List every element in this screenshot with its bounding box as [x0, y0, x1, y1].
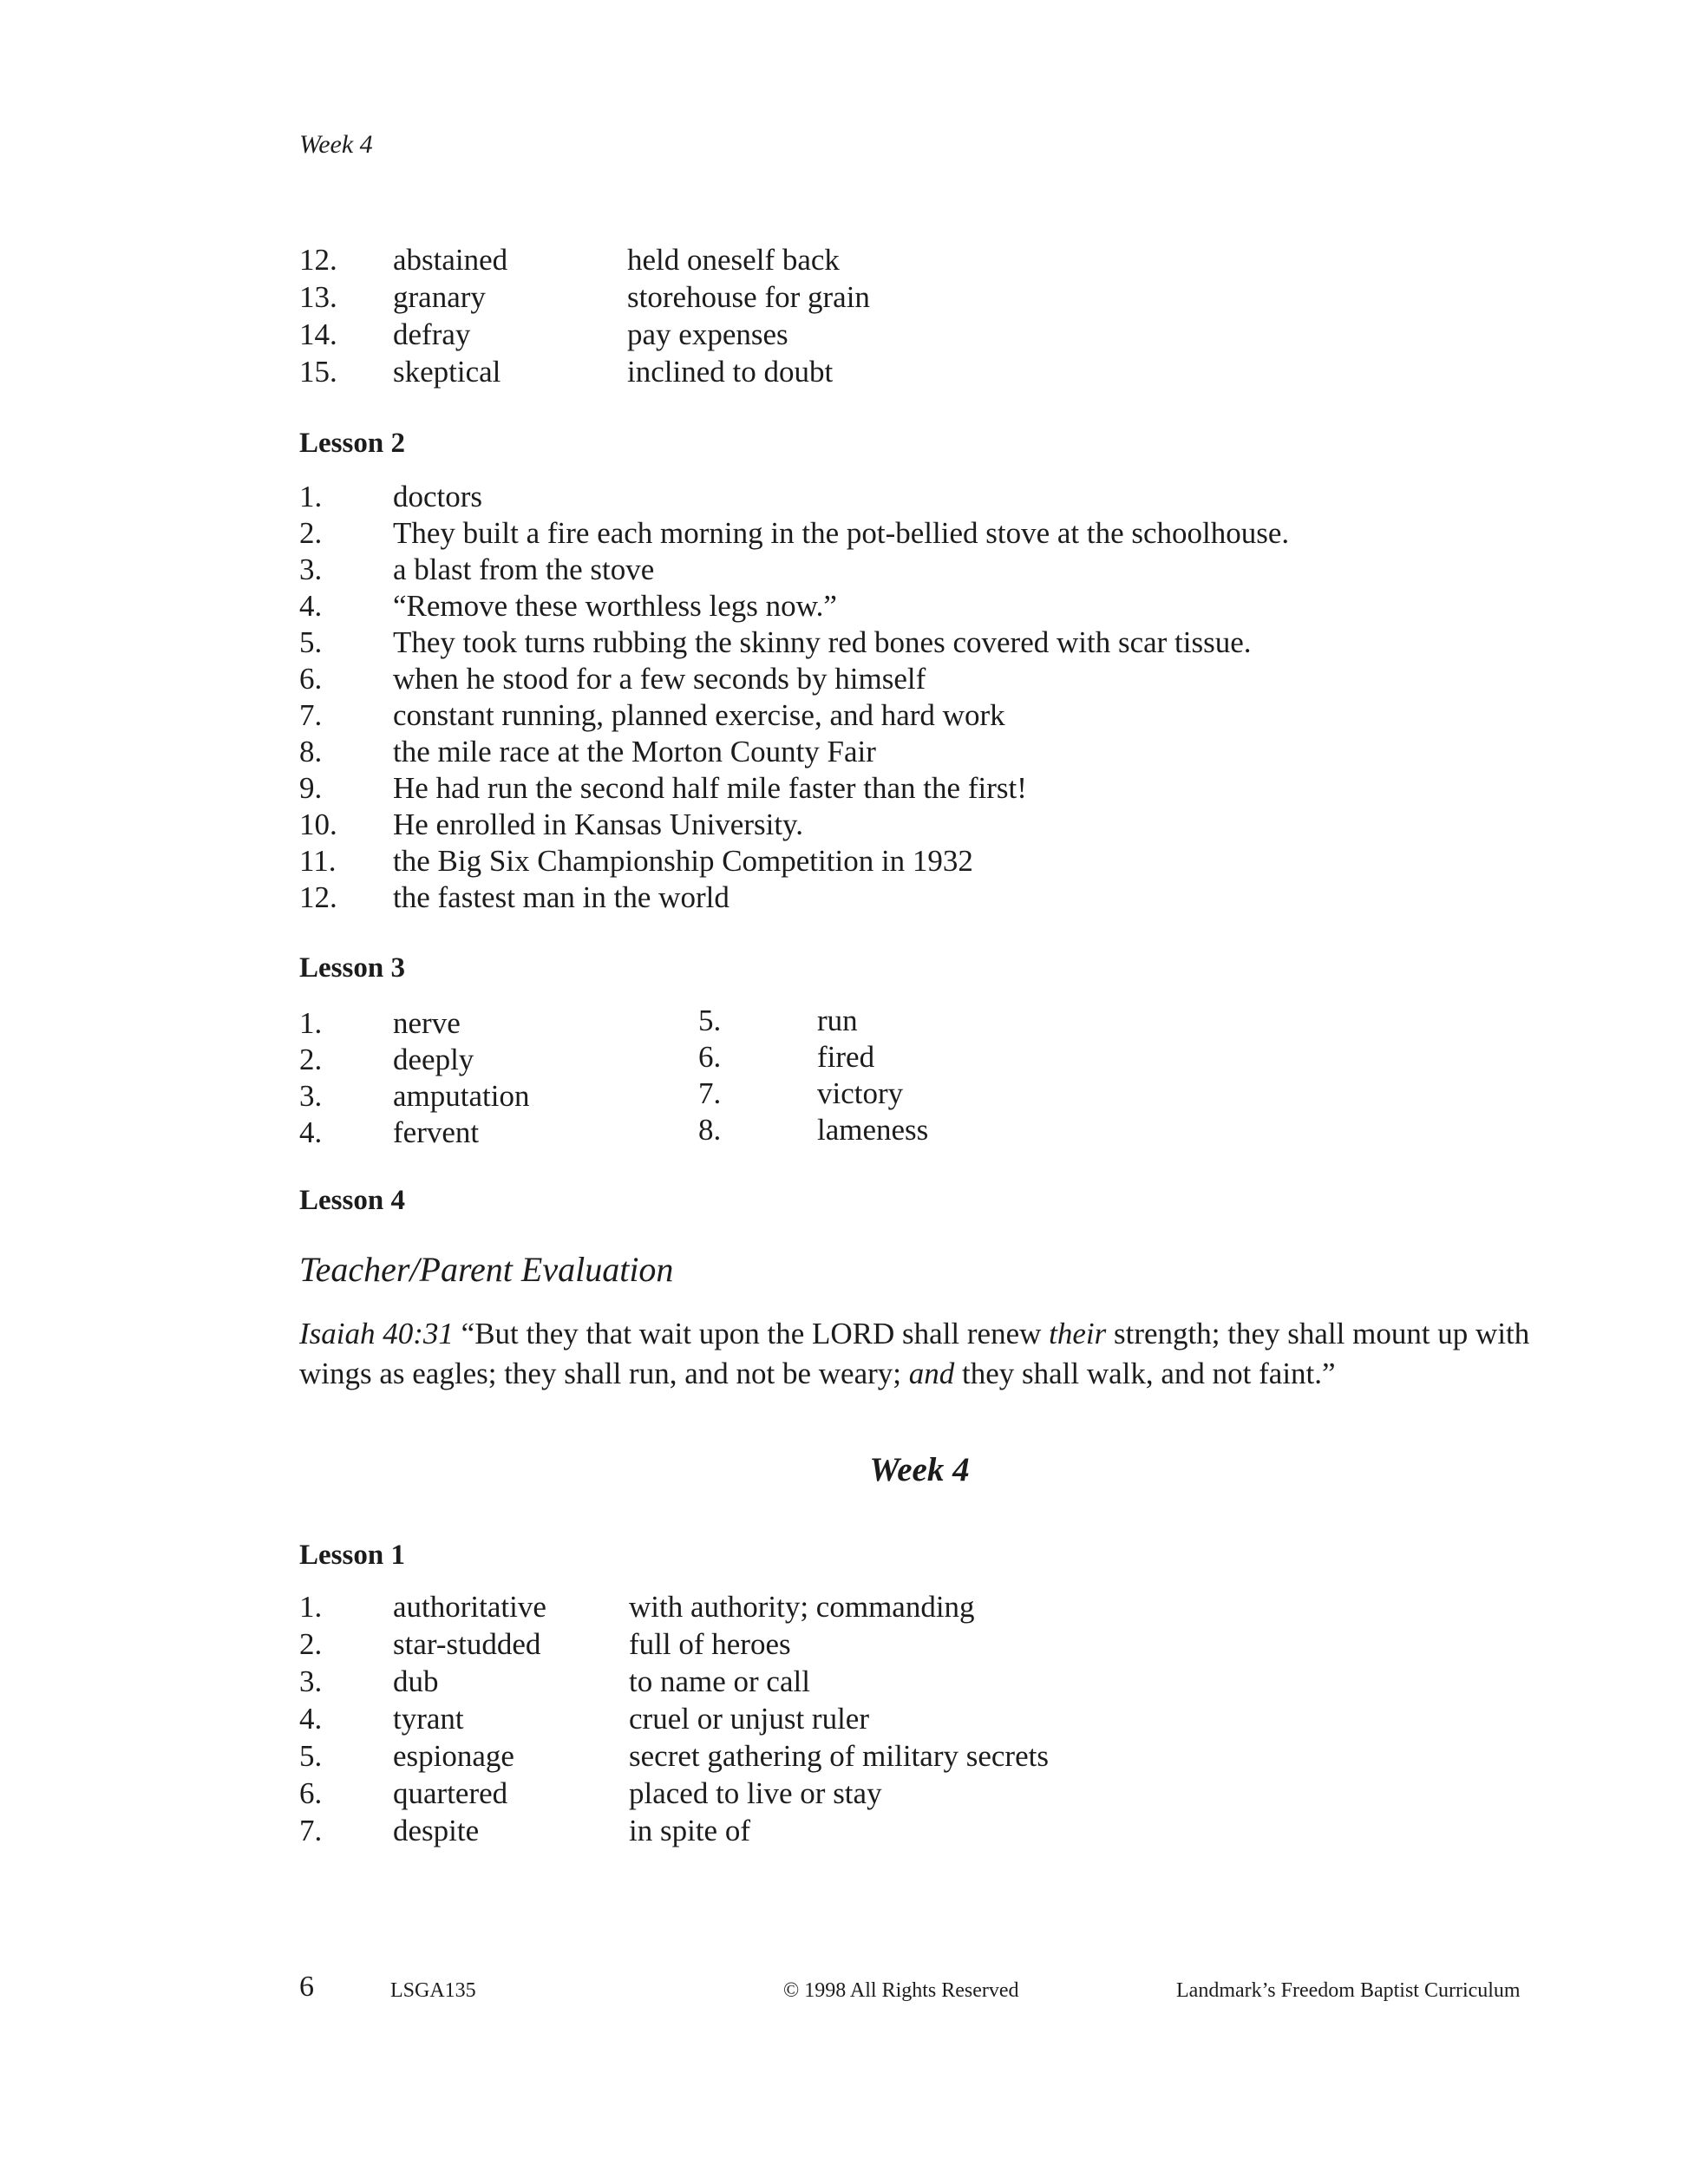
answer-text: fired — [817, 1040, 875, 1074]
verse-emphasis: and — [908, 1357, 955, 1390]
vocab-term: quartered — [393, 1776, 508, 1810]
item-number: 2. — [299, 1043, 323, 1076]
vocab-definition: storehouse for grain — [627, 280, 870, 314]
item-number: 1. — [299, 1590, 323, 1624]
answer-text: the Big Six Championship Competition in 1932 — [393, 844, 973, 878]
answer-text: fervent — [393, 1115, 480, 1149]
answer-text: victory — [817, 1076, 904, 1110]
item-number: 2. — [299, 516, 323, 550]
item-number: 5. — [698, 1004, 722, 1037]
item-number: 12. — [299, 243, 337, 277]
item-number: 14. — [299, 317, 337, 351]
vocab-definition: in spite of — [629, 1814, 750, 1847]
week4-lesson-1-heading: Lesson 1 — [299, 1540, 405, 1571]
item-number: 4. — [299, 1702, 323, 1736]
item-number: 10. — [299, 808, 337, 841]
item-number: 3. — [299, 553, 323, 586]
vocab-definition: with authority; commanding — [629, 1590, 975, 1624]
item-number: 7. — [698, 1076, 722, 1110]
verse-reference: Isaiah 40:31 — [299, 1317, 454, 1350]
answer-text: a blast from the stove — [393, 553, 655, 586]
item-number: 7. — [299, 1814, 323, 1847]
answer-text: He had run the second half mile faster than the first! — [393, 771, 1027, 805]
answer-text: amputation — [393, 1079, 530, 1113]
item-number: 7. — [299, 698, 323, 732]
page-number: 6 — [299, 1971, 314, 2003]
vocab-definition: cruel or unjust ruler — [629, 1702, 869, 1736]
vocab-term: authoritative — [393, 1590, 546, 1624]
vocab-term: granary — [393, 280, 486, 314]
answer-text: They took turns rubbing the skinny red bones covered with scar tissue. — [393, 625, 1252, 659]
vocab-definition: secret gathering of military secrets — [629, 1739, 1049, 1773]
evaluation-title: Teacher/Parent Evaluation — [299, 1250, 674, 1289]
scripture-verse — [299, 1314, 1531, 1394]
item-number: 1. — [299, 1006, 323, 1040]
vocab-term: tyrant — [393, 1702, 464, 1736]
item-number: 1. — [299, 480, 323, 513]
vocab-definition: pay expenses — [627, 317, 788, 351]
item-number: 6. — [698, 1040, 722, 1074]
item-number: 3. — [299, 1664, 323, 1698]
answer-text: the fastest man in the world — [393, 880, 730, 914]
product-code: LSGA135 — [390, 1979, 476, 2002]
item-number: 13. — [299, 280, 337, 314]
week-title: Week 4 — [869, 1451, 970, 1488]
item-number: 4. — [299, 589, 323, 623]
vocab-definition: to name or call — [629, 1664, 810, 1698]
item-number: 5. — [299, 625, 323, 659]
verse-text: strength; they shall mount up with wings as eagles; they shall run, and not be weary; — [299, 1317, 1530, 1390]
verse-emphasis: their — [1049, 1317, 1107, 1350]
answer-text: when he stood for a few seconds by himself — [393, 662, 926, 696]
vocab-definition: placed to live or stay — [629, 1776, 882, 1810]
item-number: 4. — [299, 1115, 323, 1149]
item-number: 15. — [299, 355, 337, 389]
item-number: 6. — [299, 1776, 323, 1810]
vocab-definition: full of heroes — [629, 1627, 791, 1661]
answer-text: the mile race at the Morton County Fair — [393, 735, 876, 768]
curriculum-name: Landmark’s Freedom Baptist Curriculum — [1176, 1979, 1521, 2002]
answer-text: lameness — [817, 1113, 929, 1147]
verse-text: “But they that wait upon the LORD shall renew — [453, 1317, 1050, 1350]
vocab-term: skeptical — [393, 355, 501, 389]
item-number: 8. — [698, 1113, 722, 1147]
vocab-definition: inclined to doubt — [627, 355, 834, 389]
lesson-4-heading: Lesson 4 — [299, 1185, 405, 1216]
item-number: 9. — [299, 771, 323, 805]
lesson-2-heading: Lesson 2 — [299, 428, 405, 459]
answer-text: constant running, planned exercise, and hard work — [393, 698, 1005, 732]
vocab-term: espionage — [393, 1739, 514, 1773]
vocab-term: defray — [393, 317, 471, 351]
answer-text: “Remove these worthless legs now.” — [393, 589, 837, 623]
item-number: 5. — [299, 1739, 323, 1773]
vocab-term: despite — [393, 1814, 480, 1847]
answer-text: doctors — [393, 480, 483, 513]
item-number: 11. — [299, 844, 337, 878]
vocab-definition: held oneself back — [627, 243, 840, 277]
answer-text: nerve — [393, 1006, 461, 1040]
running-header: Week 4 — [299, 130, 373, 159]
answer-text: deeply — [393, 1043, 474, 1076]
vocab-term: abstained — [393, 243, 508, 277]
copyright-notice: © 1998 All Rights Reserved — [783, 1979, 1019, 2002]
verse-text: they shall walk, and not faint.” — [954, 1357, 1336, 1390]
answer-text: They built a fire each morning in the pot-bellied stove at the schoolhouse. — [393, 516, 1290, 550]
item-number: 2. — [299, 1627, 323, 1661]
vocab-term: dub — [393, 1664, 439, 1698]
lesson-3-heading: Lesson 3 — [299, 952, 405, 984]
item-number: 8. — [299, 735, 323, 768]
item-number: 3. — [299, 1079, 323, 1113]
vocab-term: star-studded — [393, 1627, 541, 1661]
item-number: 6. — [299, 662, 323, 696]
answer-text: run — [817, 1004, 858, 1037]
item-number: 12. — [299, 880, 337, 914]
answer-text: He enrolled in Kansas University. — [393, 808, 804, 841]
